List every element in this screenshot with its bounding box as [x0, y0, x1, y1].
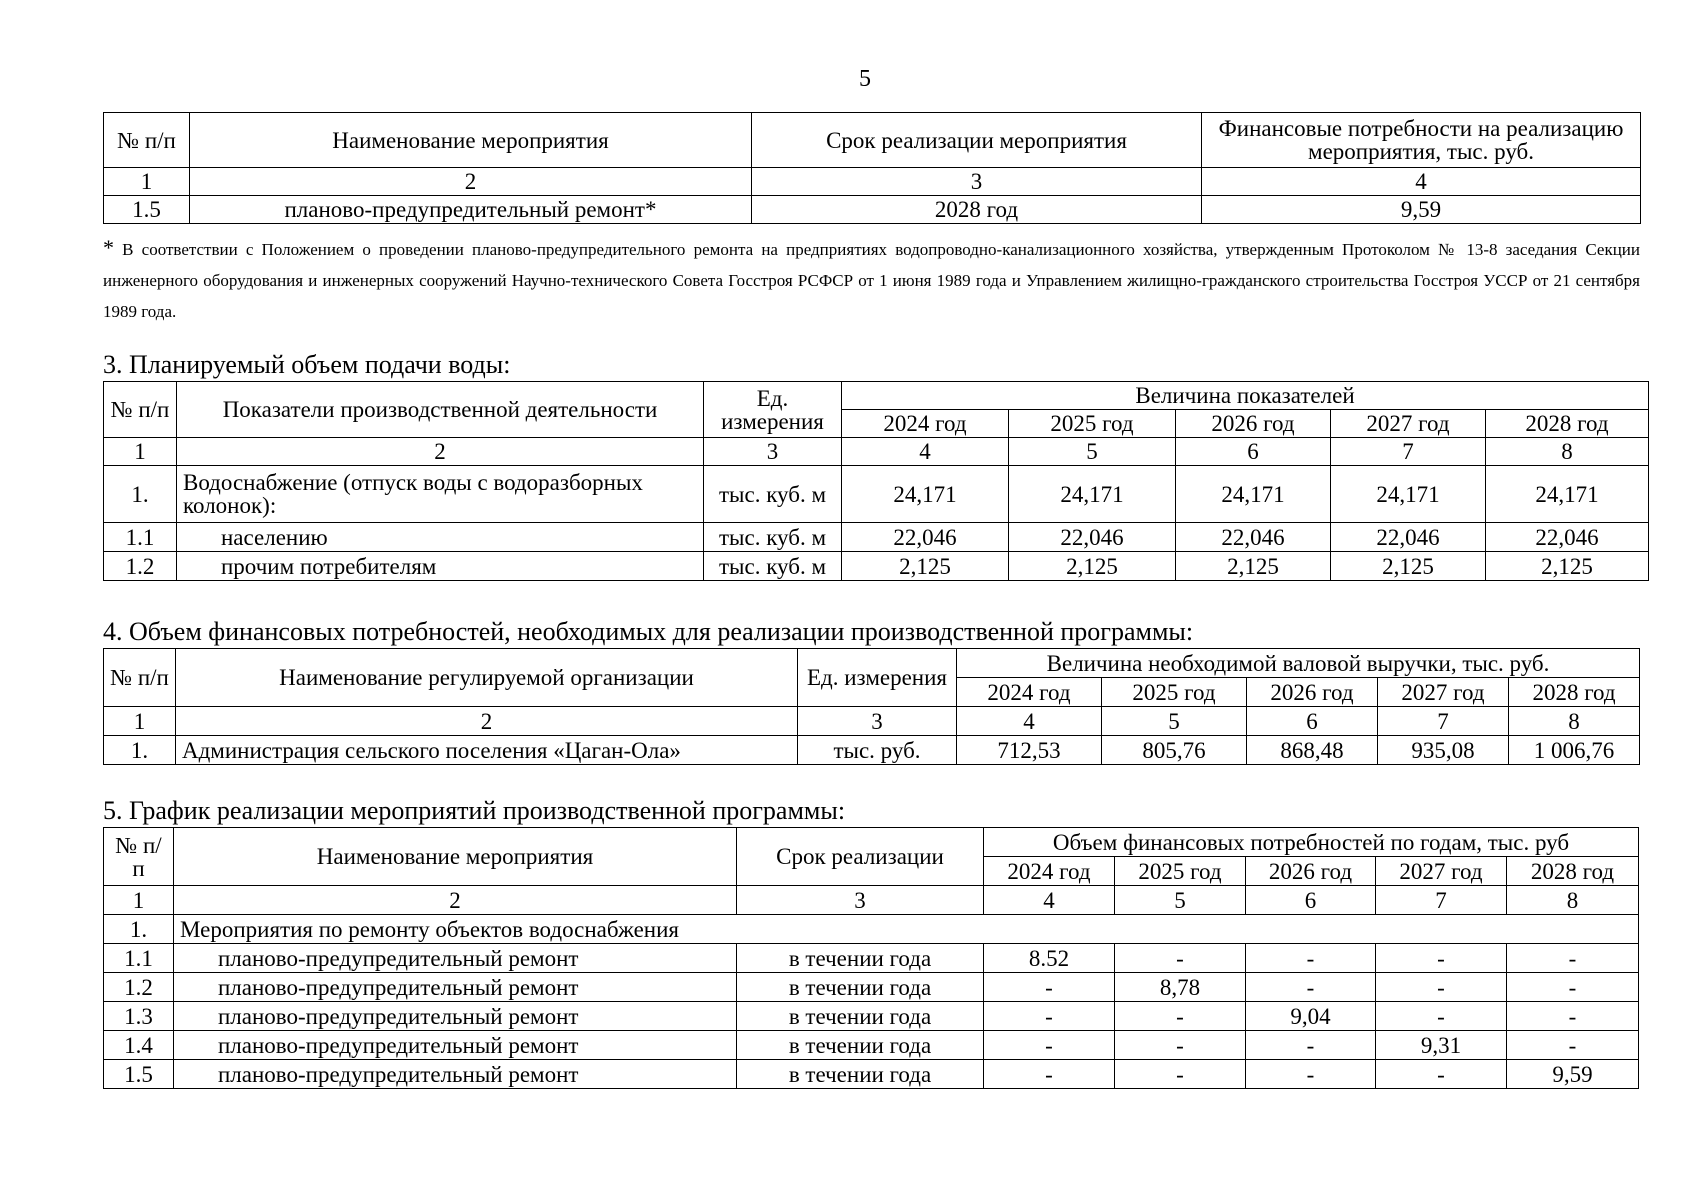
row-value: 868,48: [1247, 736, 1378, 765]
row-value: -: [1507, 944, 1639, 973]
financial-needs-table: [103, 648, 1640, 765]
header-year: 2024 год: [842, 410, 1009, 438]
events-finance-table: [103, 112, 1641, 224]
table-row: [104, 1031, 1639, 1060]
row-value: 9,04: [1246, 1002, 1376, 1031]
header-unit: Ед. измерения: [704, 382, 842, 438]
header-year: 2028 год: [1486, 410, 1649, 438]
row-value: 24,171: [1176, 466, 1331, 523]
row-term: в течении года: [737, 944, 984, 973]
row-value: -: [1507, 1031, 1639, 1060]
header-year: 2027 год: [1331, 410, 1486, 438]
header-num: № п/п: [104, 828, 174, 886]
col-number: 4: [842, 438, 1009, 466]
row-num: 1.5: [104, 1060, 174, 1089]
row-event-name: планово-предупредительный ремонт: [174, 1031, 737, 1060]
row-value: 2,125: [842, 552, 1009, 581]
row-event-name: планово-предупредительный ремонт*: [190, 196, 752, 224]
header-event-name: Наименование мероприятия: [174, 828, 737, 886]
header-year: 2026 год: [1176, 410, 1331, 438]
row-value: -: [1507, 973, 1639, 1002]
header-term: Срок реализации: [737, 828, 984, 886]
row-value: 1 006,76: [1509, 736, 1640, 765]
header-year: 2028 год: [1509, 678, 1640, 707]
col-number: 4: [957, 707, 1102, 736]
column-number-row: [104, 707, 1640, 736]
col-number: 3: [737, 886, 984, 915]
header-indicator: Показатели производственной деятельности: [177, 382, 704, 438]
row-unit: тыс. куб. м: [704, 523, 842, 552]
row-indicator: населению: [177, 523, 704, 552]
col-number: 2: [176, 707, 798, 736]
header-term: Срок реализации мероприятия: [752, 113, 1202, 168]
row-num: 1.1: [104, 523, 177, 552]
header-organization: Наименование регулируемой организации: [176, 649, 798, 707]
table-row: [104, 736, 1640, 765]
column-number-row: [104, 168, 1641, 196]
header-year: 2025 год: [1115, 857, 1246, 886]
header-event-name: Наименование мероприятия: [190, 113, 752, 168]
row-event-name: планово-предупредительный ремонт: [174, 1002, 737, 1031]
section-4-title: 4. Объем финансовых потребностей, необходимых для реализации производственной программы:: [103, 617, 1194, 646]
group-row: [104, 915, 1639, 944]
row-value: -: [984, 1031, 1115, 1060]
row-value: 2,125: [1331, 552, 1486, 581]
col-number: 3: [752, 168, 1202, 196]
row-term: 2028 год: [752, 196, 1202, 224]
header-num: № п/п: [104, 113, 190, 168]
row-value: 9,31: [1376, 1031, 1507, 1060]
footnote: [103, 232, 1640, 327]
col-number: 4: [984, 886, 1115, 915]
row-value: -: [1115, 1031, 1246, 1060]
row-organization: Администрация сельского поселения «Цаган-Ола»: [176, 736, 798, 765]
header-year: 2027 год: [1376, 857, 1507, 886]
row-num: 1.2: [104, 973, 174, 1002]
row-value: -: [1376, 1060, 1507, 1089]
row-indicator: Водоснабжение (отпуск воды с водоразборных колонок):: [177, 466, 704, 523]
row-value: -: [1246, 1060, 1376, 1089]
col-number: 7: [1376, 886, 1507, 915]
table-row: [104, 973, 1639, 1002]
col-number: 8: [1509, 707, 1640, 736]
row-value: 712,53: [957, 736, 1102, 765]
header-year: 2025 год: [1009, 410, 1176, 438]
column-number-row: [104, 886, 1639, 915]
row-value: 22,046: [1009, 523, 1176, 552]
header-year: 2026 год: [1246, 857, 1376, 886]
implementation-schedule-table: [103, 827, 1639, 1089]
row-num: 1.: [104, 736, 176, 765]
footnote-text: В соответствии с Положением о проведении планово-предупредительного ремонта на предприятиях водопроводно-канализационного хозяйства, утвержденным Протоколом № 13-8 заседания Секции инженерного оборудования и инженерных сооружений Научно-технического Совета Госстроя РСФСР от 1 июня 1989 года и Управлением жилищно-гражданского строительства Госстроя УССР от 21 сентября 1989 года.: [103, 240, 1640, 321]
row-value: 24,171: [842, 466, 1009, 523]
col-number: 3: [704, 438, 842, 466]
row-value: 2,125: [1009, 552, 1176, 581]
footnote-star: *: [103, 235, 114, 260]
header-year: 2026 год: [1247, 678, 1378, 707]
header-finance: Финансовые потребности на реализацию мероприятия, тыс. руб.: [1202, 113, 1641, 168]
page-number: 5: [859, 66, 871, 92]
row-value: -: [1115, 1060, 1246, 1089]
row-value: -: [1115, 1002, 1246, 1031]
header-finance-by-year: Объем финансовых потребностей по годам, тыс. руб: [984, 828, 1639, 857]
col-number: 4: [1202, 168, 1641, 196]
col-number: 6: [1247, 707, 1378, 736]
header-num: № п/п: [104, 382, 177, 438]
row-term: в течении года: [737, 1031, 984, 1060]
row-num: 1.5: [104, 196, 190, 224]
row-value: -: [1507, 1002, 1639, 1031]
row-num: 1.3: [104, 1002, 174, 1031]
table-row: [104, 196, 1641, 224]
row-value: 8.52: [984, 944, 1115, 973]
row-event-name: планово-предупредительный ремонт: [174, 944, 737, 973]
section-5-title: 5. График реализации мероприятий производственной программы:: [103, 796, 846, 825]
col-number: 5: [1102, 707, 1247, 736]
col-number: 1: [104, 886, 174, 915]
row-num: 1.1: [104, 944, 174, 973]
row-value: 9,59: [1507, 1060, 1639, 1089]
header-num: № п/п: [104, 649, 176, 707]
header-year: 2024 год: [957, 678, 1102, 707]
col-number: 1: [104, 707, 176, 736]
row-num: 1.: [104, 466, 177, 523]
header-gross-revenue: Величина необходимой валовой выручки, тыс. руб.: [957, 649, 1640, 678]
header-year: 2024 год: [984, 857, 1115, 886]
row-value: 24,171: [1331, 466, 1486, 523]
table-row: [104, 1060, 1639, 1089]
header-unit: Ед. измерения: [798, 649, 957, 707]
table-row: [104, 466, 1649, 523]
col-number: 8: [1507, 886, 1639, 915]
col-number: 2: [174, 886, 737, 915]
row-value: 22,046: [1331, 523, 1486, 552]
col-number: 3: [798, 707, 957, 736]
row-num: 1.: [104, 915, 174, 944]
row-term: в течении года: [737, 973, 984, 1002]
row-term: в течении года: [737, 1060, 984, 1089]
col-number: 7: [1331, 438, 1486, 466]
row-value: -: [1376, 1002, 1507, 1031]
col-number: 2: [177, 438, 704, 466]
row-value: -: [1376, 973, 1507, 1002]
row-value: -: [1246, 1031, 1376, 1060]
row-value: -: [1376, 944, 1507, 973]
col-number: 5: [1009, 438, 1176, 466]
table-row: [104, 552, 1649, 581]
row-value: 22,046: [842, 523, 1009, 552]
row-num: 1.2: [104, 552, 177, 581]
row-unit: тыс. руб.: [798, 736, 957, 765]
col-number: 7: [1378, 707, 1509, 736]
row-value: 24,171: [1486, 466, 1649, 523]
header-year: 2028 год: [1507, 857, 1639, 886]
table-row: [104, 944, 1639, 973]
row-event-name: планово-предупредительный ремонт: [174, 973, 737, 1002]
row-num: 1.4: [104, 1031, 174, 1060]
row-unit: тыс. куб. м: [704, 466, 842, 523]
column-number-row: [104, 438, 1649, 466]
water-supply-table: [103, 381, 1649, 581]
header-year: 2027 год: [1378, 678, 1509, 707]
row-value: 805,76: [1102, 736, 1247, 765]
row-value: -: [1246, 973, 1376, 1002]
col-number: 6: [1246, 886, 1376, 915]
row-value: 2,125: [1176, 552, 1331, 581]
row-finance: 9,59: [1202, 196, 1641, 224]
row-group-name: Мероприятия по ремонту объектов водоснабжения: [174, 915, 1639, 944]
row-value: 22,046: [1486, 523, 1649, 552]
row-value: -: [1246, 944, 1376, 973]
row-value: 2,125: [1486, 552, 1649, 581]
row-indicator: прочим потребителям: [177, 552, 704, 581]
row-value: 8,78: [1115, 973, 1246, 1002]
col-number: 1: [104, 168, 190, 196]
col-number: 1: [104, 438, 177, 466]
row-value: 22,046: [1176, 523, 1331, 552]
row-value: -: [1115, 944, 1246, 973]
col-number: 2: [190, 168, 752, 196]
header-indicator-values: Величина показателей: [842, 382, 1649, 410]
row-event-name: планово-предупредительный ремонт: [174, 1060, 737, 1089]
row-value: 24,171: [1009, 466, 1176, 523]
table-row: [104, 523, 1649, 552]
row-value: -: [984, 973, 1115, 1002]
col-number: 6: [1176, 438, 1331, 466]
row-value: -: [984, 1060, 1115, 1089]
section-3-title: 3. Планируемый объем подачи воды:: [103, 350, 511, 379]
header-year: 2025 год: [1102, 678, 1247, 707]
row-value: 935,08: [1378, 736, 1509, 765]
col-number: 5: [1115, 886, 1246, 915]
table-row: [104, 1002, 1639, 1031]
row-term: в течении года: [737, 1002, 984, 1031]
col-number: 8: [1486, 438, 1649, 466]
row-value: -: [984, 1002, 1115, 1031]
row-unit: тыс. куб. м: [704, 552, 842, 581]
